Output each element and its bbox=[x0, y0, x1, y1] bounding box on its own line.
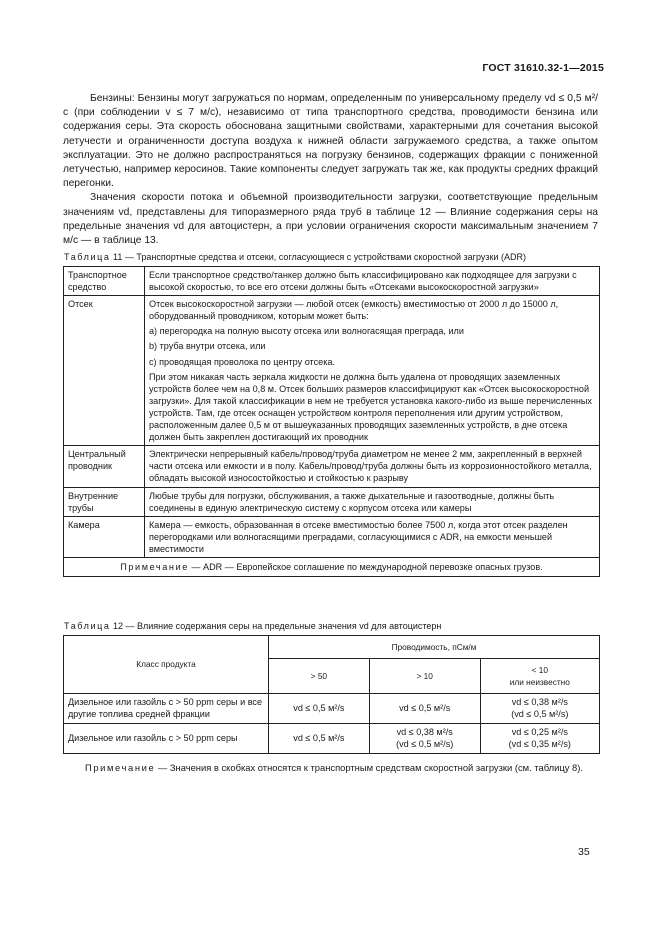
table11-term: Транспортное средство bbox=[64, 267, 145, 296]
table12-cell bbox=[269, 694, 370, 724]
table12-note bbox=[63, 761, 598, 774]
paragraph-flow-values: Значения скорости потока и объемной производительности загрузки, соответствующие предельным значениям vd, представлены для типоразмерного ряда труб в таблице 12 — Влияние содержания серы на предельные значения vd для автоцистерн, а при условии ограничения скорости максимальным значением 7 м/с — в таблице 13. bbox=[63, 192, 598, 247]
table12-value: (vd ≤ 0,5 м²/s) bbox=[396, 739, 454, 750]
document-number: ГОСТ 31610.32-1—2015 bbox=[482, 62, 604, 74]
table12-value: (vd ≤ 0,5 м²/s) bbox=[511, 709, 569, 720]
table11-line: a) перегородка на полную высоту отсека или волногасящая преграда, или bbox=[149, 326, 464, 337]
table12-product: Дизельное или газойль с > 50 ppm серы и все другие топлива средней фракции bbox=[64, 694, 269, 724]
table-row bbox=[64, 516, 600, 557]
table-row bbox=[64, 487, 600, 516]
table12-caption-prefix: Таблица bbox=[64, 621, 111, 631]
table-12 bbox=[63, 635, 600, 754]
table11-caption-prefix: Таблица bbox=[64, 252, 111, 262]
table12-note-label: Примечание bbox=[85, 762, 156, 773]
table11-description bbox=[145, 487, 600, 516]
table12-header-col1: > 50 bbox=[269, 659, 370, 694]
paragraph-gasoline: Бензины: Бензины могут загружаться по нормам, определенным по универсальному пределу vd ≤ 0,5 м²/с (при соблюдении v ≤ 7 м/с), независимо от типа транспортного средства, проводимости бензина или содержания серы. Эта скорость обоснована защитными свойствами, характерными для сочетания высокой летучести и ограниченности доступа воздуха к нижней области загружаемого средства, а также опытом эксплуатации. Это не должно распространяться на погрузку бензинов, содержащих фракции с пониженной летучестью, например керосинов. Такие компоненты следует загружать так же, как продукты средних фракций перегонки. bbox=[63, 93, 598, 190]
table11-note-label: Примечание bbox=[120, 561, 189, 572]
table12-cell bbox=[480, 694, 599, 724]
table12-value: vd ≤ 0,5 м²/s bbox=[399, 703, 451, 714]
table12-cell bbox=[369, 694, 480, 724]
table-11 bbox=[63, 266, 600, 577]
table11-description bbox=[145, 267, 600, 296]
table12-header-col3 bbox=[480, 659, 599, 694]
table11-description bbox=[145, 296, 600, 446]
table11-line: Если транспортное средство/танкер должно быть классифицировано как подходящее для загрузки с высокой скоростью, то все его отсеки должны быть «Отсеками высокоскоростной загрузки» bbox=[149, 270, 577, 293]
table12-value: (vd ≤ 0,35 м²/s) bbox=[508, 739, 571, 750]
table-header-row bbox=[64, 636, 600, 659]
table11-line: b) труба внутри отсека, или bbox=[149, 341, 266, 352]
table12-header-product: Класс продукта bbox=[64, 636, 269, 694]
table12-value: vd ≤ 0,38 м²/s bbox=[511, 697, 568, 707]
table11-term: Центральный проводник bbox=[64, 446, 145, 487]
table12-header-col2: > 10 bbox=[369, 659, 480, 694]
table12-value: vd ≤ 0,5 м²/s bbox=[293, 703, 345, 714]
table11-term: Камера bbox=[64, 516, 145, 557]
table12-value: vd ≤ 0,25 м²/s bbox=[511, 726, 568, 737]
table11-line: Любые трубы для погрузки, обслуживания, а также дыхательные и газоотводные, должны быть соединены в единую электрическую систему с корпусом отсека или камеры bbox=[149, 490, 555, 513]
table11-line: c) проводящая проволока по центру отсека. bbox=[149, 356, 335, 367]
table12-header-conductivity: Проводимость, пСм/м bbox=[269, 636, 600, 659]
table11-description bbox=[145, 516, 600, 557]
table11-note-text: — ADR — Европейское соглашение по международной перевозке опасных грузов. bbox=[188, 561, 543, 572]
table11-caption-text: 11 — Транспортные средства и отсеки, согласующиеся с устройствами скоростной загрузки (ADR) bbox=[110, 252, 526, 262]
page-number: 35 bbox=[578, 846, 590, 858]
table12-header-col3-line1: < 10 bbox=[531, 664, 548, 675]
table12-cell bbox=[269, 723, 370, 753]
table-row bbox=[64, 446, 600, 487]
table12-cell bbox=[480, 723, 599, 753]
table11-line: Электрически непрерывный кабель/провод/труба диаметром не менее 2 мм, закрепленный в верхней части отсека или емкости и в полу. Кабель/провод/труба должны быть из коррозионностойкого металла, обладать высокой износостойкостью и стойкостью к разрыву bbox=[149, 449, 592, 484]
table-row bbox=[64, 694, 600, 724]
table11-term: Отсек bbox=[64, 296, 145, 446]
body-text bbox=[63, 92, 598, 248]
table11-term: Внутренние трубы bbox=[64, 487, 145, 516]
table-row bbox=[64, 267, 600, 296]
table12-product: Дизельное или газойль с > 50 ppm серы bbox=[64, 723, 269, 753]
table11-line: При этом никакая часть зеркала жидкости не должна быть удалена от проводящих заземленных устройств более чем на 0,8 м. Отсек больших размеров классифицируют как «Отсек высокоскоростной загрузки». Для такой классификации в нем не требуется установка какого-либо из выше перечисленных устройств. Там, где отсек оснащен устройством контроля переполнения или другим устройством, расположенным далее 0,5 м от вышеуказанных проводящих заземленных устройств, в дне отсека должен быть закреплен достигающий их проводник bbox=[149, 371, 592, 443]
table12-caption-text: 12 — Влияние содержания серы на предельные значения vd для автоцистерн bbox=[110, 621, 442, 631]
table-row bbox=[64, 296, 600, 446]
table11-description bbox=[145, 446, 600, 487]
table-row bbox=[64, 723, 600, 753]
table12-caption bbox=[64, 621, 441, 631]
table11-line: Отсек высокоскоростной загрузки — любой отсек (емкость) вместимостью от 2000 л до 15000 л, оборудованный проводником, которым может быть: bbox=[149, 299, 559, 322]
table12-cell bbox=[369, 723, 480, 753]
table11-line: Камера — емкость, образованная в отсеке вместимостью более 7500 л, когда этот отсек разделен перегородками или волногасящими преградами, согласующимися с ADR, на емкости меньшей вместимости bbox=[149, 519, 568, 554]
table-row bbox=[64, 557, 600, 576]
table12-header-col3-line2: или неизвестно bbox=[509, 677, 570, 687]
table12-note-text: — Значения в скобках относятся к транспортным средствам скоростной загрузки (см. таблицу 8). bbox=[155, 762, 583, 773]
table12-value: vd ≤ 0,38 м²/s bbox=[396, 726, 453, 737]
table11-note bbox=[64, 557, 600, 576]
table12-value: vd ≤ 0,5 м²/s bbox=[293, 733, 345, 744]
table11-caption bbox=[64, 252, 526, 262]
